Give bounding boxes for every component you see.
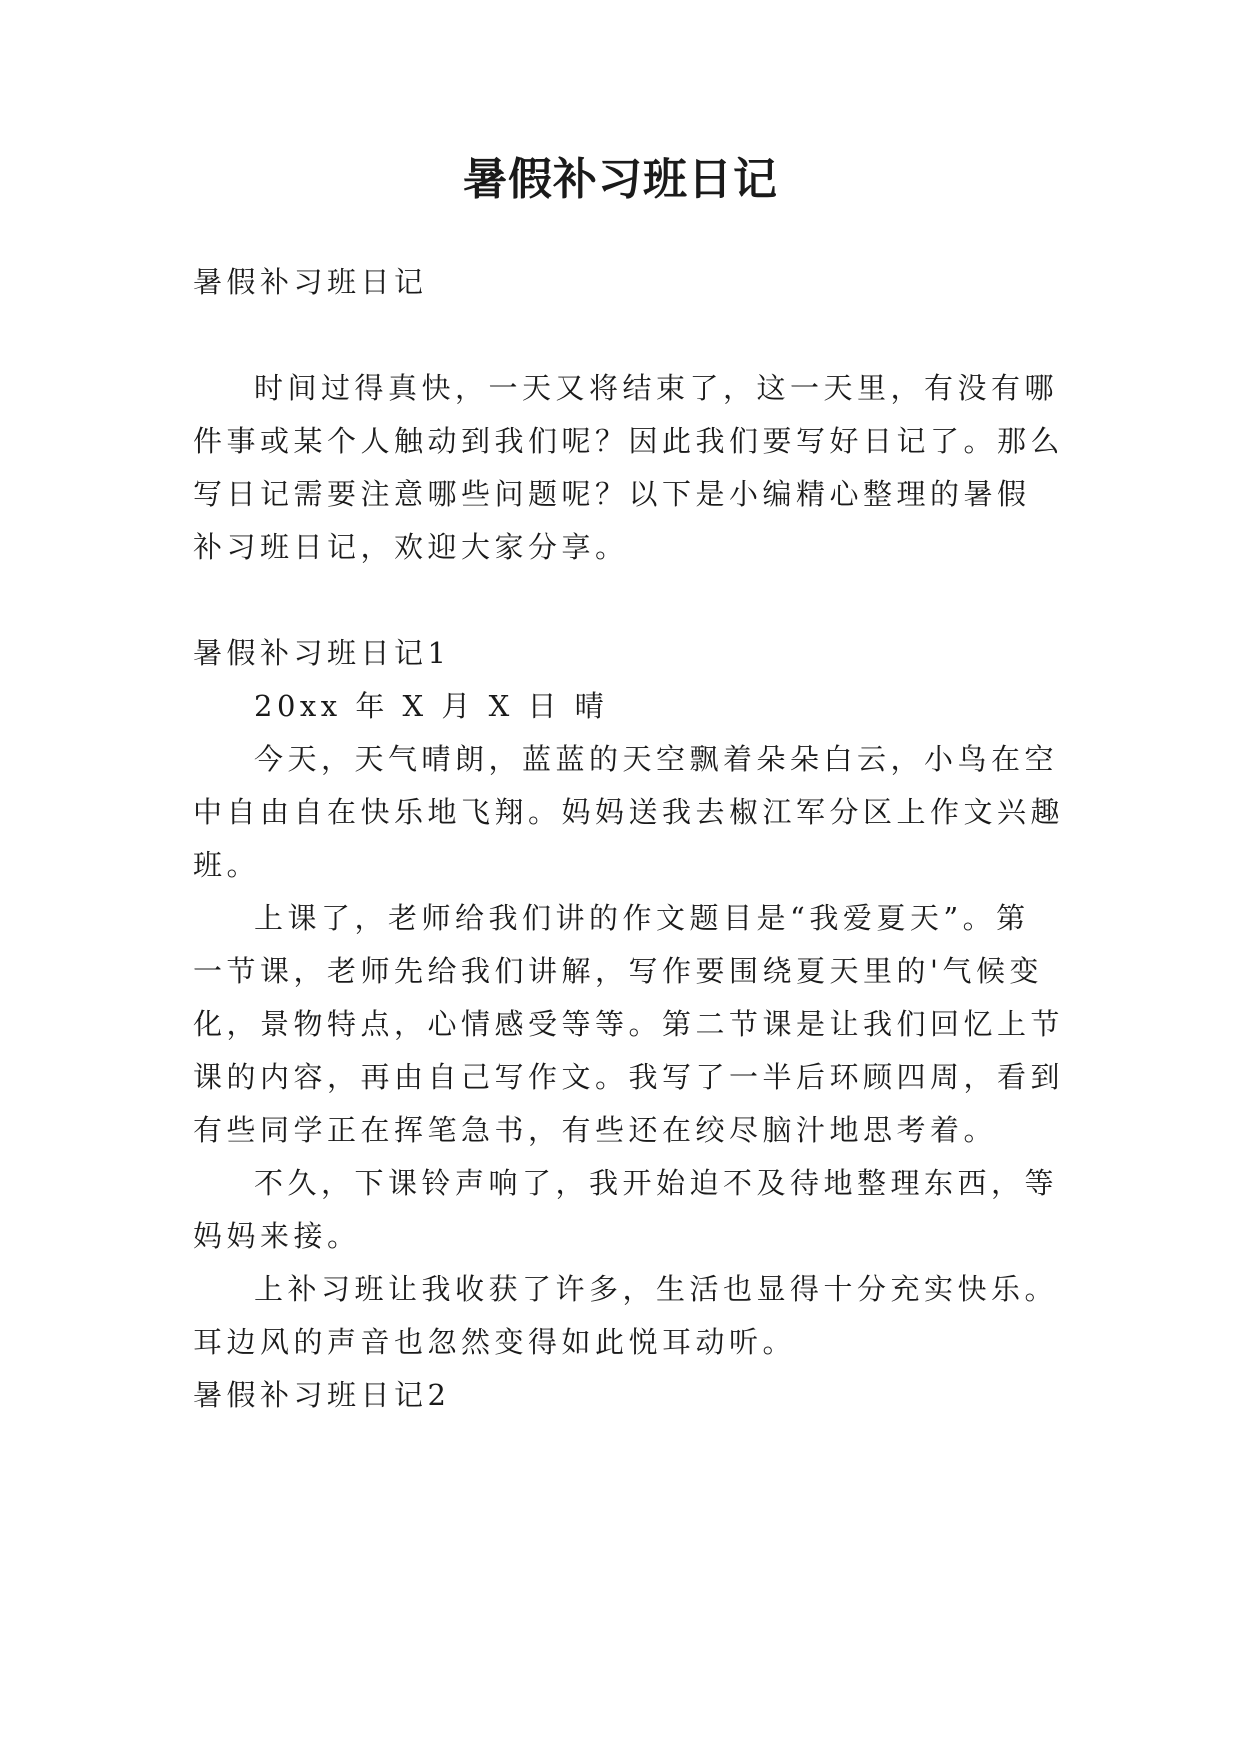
document-subtitle: 暑假补习班日记 (193, 265, 428, 299)
paragraph-line: 上补习班让我收获了许多，生活也显得十分充实快乐。 (254, 1272, 1059, 1306)
paragraph-line: 班。 (193, 848, 261, 882)
paragraph-line: 化，景物特点，心情感受等等。第二节课是让我们回忆上节 (193, 1007, 1065, 1041)
paragraph-line: 课的内容，再由自己写作文。我写了一半后环顾四周，看到 (193, 1060, 1065, 1094)
intro-line: 补习班日记，欢迎大家分享。 (193, 530, 629, 564)
paragraph-line: 中自由自在快乐地飞翔。妈妈送我去椒江军分区上作文兴趣 (193, 795, 1065, 829)
section-1-heading: 暑假补习班日记1 (193, 636, 451, 670)
document-title: 暑假补习班日记 (463, 154, 778, 205)
paragraph-line: 耳边风的声音也忽然变得如此悦耳动听。 (193, 1325, 797, 1359)
paragraph-line: 妈妈来接。 (193, 1219, 361, 1253)
paragraph-line: 有些同学正在挥笔急书，有些还在绞尽脑汁地思考着。 (193, 1113, 998, 1147)
paragraph-line: 一节课，老师先给我们讲解，写作要围绕夏天里的'气候变 (193, 954, 1043, 988)
paragraph-line: 上课了，老师给我们讲的作文题目是“我爱夏天”。第 (254, 901, 1030, 935)
intro-line: 件事或某个人触动到我们呢？因此我们要写好日记了。那么 (193, 424, 1065, 458)
date-weather-line: 20xx 年 X 月 X 日 晴 (254, 689, 609, 723)
section-2-heading: 暑假补习班日记2 (193, 1378, 451, 1412)
intro-line: 写日记需要注意哪些问题呢？以下是小编精心整理的暑假 (193, 477, 1031, 511)
paragraph-line: 不久，下课铃声响了，我开始迫不及待地整理东西，等 (254, 1166, 1059, 1200)
intro-line: 时间过得真快，一天又将结束了，这一天里，有没有哪 (254, 371, 1059, 405)
paragraph-line: 今天，天气晴朗，蓝蓝的天空飘着朵朵白云，小鸟在空 (254, 742, 1059, 776)
